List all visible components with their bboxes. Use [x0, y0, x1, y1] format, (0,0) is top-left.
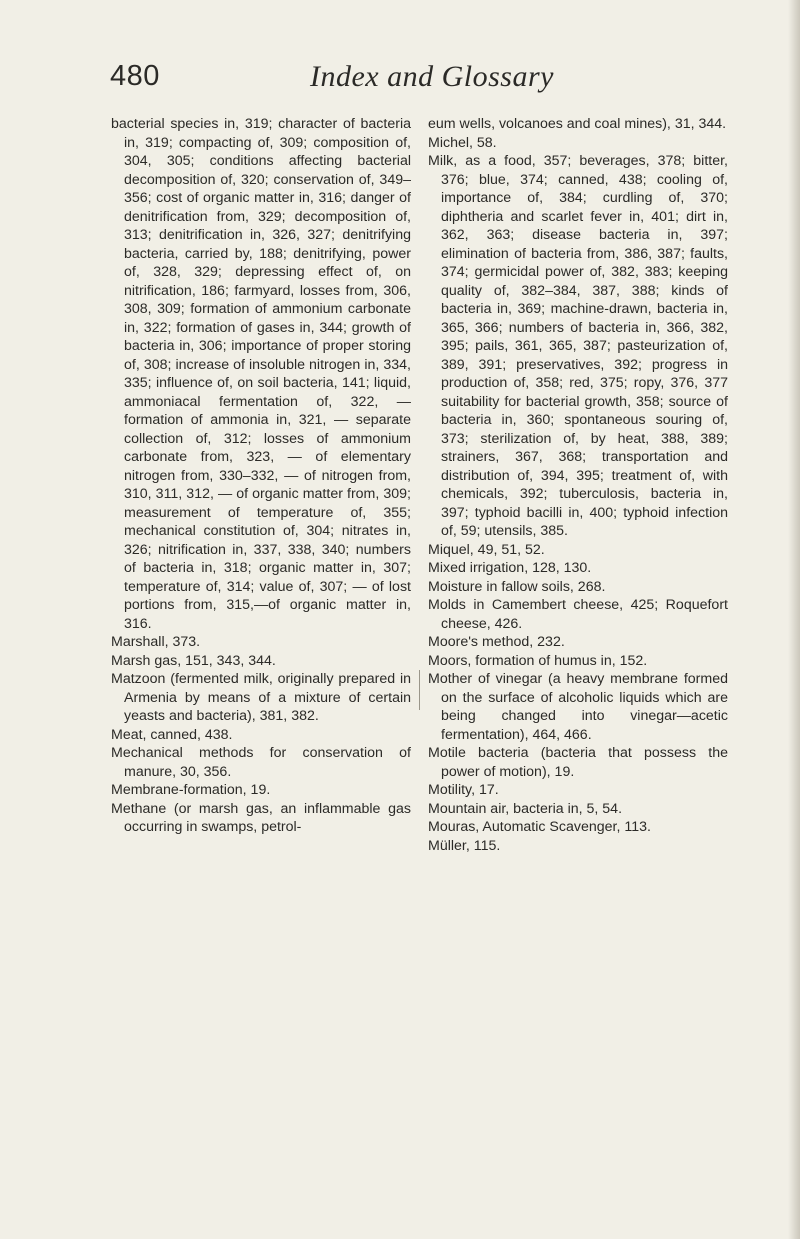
index-entry-mechanical-methods: Mechanical methods for conservation of manure, 30, 356.: [111, 745, 411, 780]
index-entry-moors: Moors, formation of humus in, 152.: [428, 652, 648, 669]
index-entry-motility: Motility, 17.: [428, 782, 499, 798]
page-header: [110, 60, 730, 100]
page-number: 480: [110, 60, 160, 92]
running-title: Index and Glossary: [310, 60, 554, 93]
index-entry-methane-continued: eum wells, volcanoes and coal mines), 31, 344.: [428, 116, 727, 132]
column-divider: [419, 670, 420, 710]
index-entry-methane: Methane (or marsh gas, an inflammable gas occurring in swamps, petrol-: [111, 800, 411, 835]
index-entry-motile-bacteria: Motile bacteria (bacteria that possess the power of motion), 19.: [428, 745, 728, 780]
page-edge-shadow: [788, 0, 800, 1239]
index-entry-miquel: Miquel, 49, 51, 52.: [428, 541, 545, 558]
index-entry-milk: Milk, as a food, 357; beverages, 378; bitter, 376; blue, 374; canned, 438; cooling of, importance of, 384; curdling of, 370; diphtheria and scarlet fever in, 401; dirt in, 362, 363; disease bacteria in, 397; elimination of bacteria from, 386, 387; faults, 374; germicidal power of, 382, 383; keeping quality of, 382–384, 387, 388; kinds of bacteria in, 369; machine-drawn, bacteria in, 365, 366; numbers of bacteria in, 366, 382, 395; pails, 361, 365, 387; pasteurization of, 389, 391; preservatives, 392; progress in production of, 358; red, 375; ropy, 376, 377 suitability for bacterial growth, 358; source of bacteria in, 360; spontaneous souring of, 373; sterilization of, by heat, 388, 389; strainers, 367, 368; transportation and distribution of, 394, 395; treatment of, with chemicals, 392; tuberculosis, bacteria in, 397; typhoid bacilli in, 400; typhoid infection of, 59; utensils, 385.: [428, 153, 728, 539]
index-columns: [111, 115, 731, 1225]
index-entry-moores-method: Moore's method, 232.: [428, 634, 565, 650]
index-entry-manure-continued: bacterial species in, 319; character of bacteria in, 319; compacting of, 309; composition of, 304, 305; conditions affecting bacterial decomposition of, 320; conservation of, 349–356; cost of organic matter in, 316; danger of denitrification from, 329; decomposition of, 313; denitrification in, 326, 327; denitrifying bacteria, carried by, 188; denitrifying, power of, 328, 329; depressing effect of, on nitrification, 186; farmyard, losses from, 306, 308, 309; formation of ammonium carbonate in, 322; formation of gases in, 344; growth of bacteria in, 306; importance of proper storing of, 308; increase of insoluble nitrogen in, 334, 335; influence of, on soil bacteria, 141; liquid, ammoniacal fermentation of, 322, — formation of ammonia in, 321, — separate collection of, 312; losses of ammonium carbonate from, 323, — of elementary nitrogen from, 330–332, — of nitrogen from, 310, 311, 312, — of organic matter from, 309; measurement of temperature of, 355; mechanical constitution of, 304; nitrates in, 326; nitrification in, 337, 338, 340; numbers of bacteria in, 318; organic matter in, 307; temperature of, 314; value of, 307; — of lost portions from, 315,—of organic matter in, 316.: [111, 116, 411, 632]
index-entry-mountain-air: Mountain air, bacteria in, 5, 54.: [428, 800, 623, 817]
index-entry-mother-of-vinegar: Mother of vinegar (a heavy membrane formed on the surface of alcoholic liquids which are being changed into vinegar—acetic fermentation), 464, 466.: [428, 671, 728, 743]
index-entry-michel: Michel, 58.: [428, 134, 497, 151]
index-entry-molds: Molds in Camembert cheese, 425; Roquefort cheese, 426.: [428, 597, 728, 632]
index-entry-moisture: Moisture in fallow soils, 268.: [428, 578, 606, 595]
index-entry-mixed-irrigation: Mixed irrigation, 128, 130.: [428, 560, 592, 576]
index-entry-marsh-gas: Marsh gas, 151, 343, 344.: [111, 652, 276, 669]
left-column: [111, 115, 411, 837]
index-entry-meat-canned: Meat, canned, 438.: [111, 726, 233, 743]
index-entry-muller: Müller, 115.: [428, 837, 501, 854]
index-entry-matzoon: Matzoon (fermented milk, originally prepared in Armenia by means of a mixture of certain yeasts and bacteria), 381, 382.: [111, 671, 411, 724]
index-entry-mouras: Mouras, Automatic Scavenger, 113.: [428, 819, 651, 835]
right-column: [428, 115, 728, 855]
index-entry-membrane-formation: Membrane-formation, 19.: [111, 782, 271, 798]
index-entry-marshall: Marshall, 373.: [111, 634, 201, 650]
